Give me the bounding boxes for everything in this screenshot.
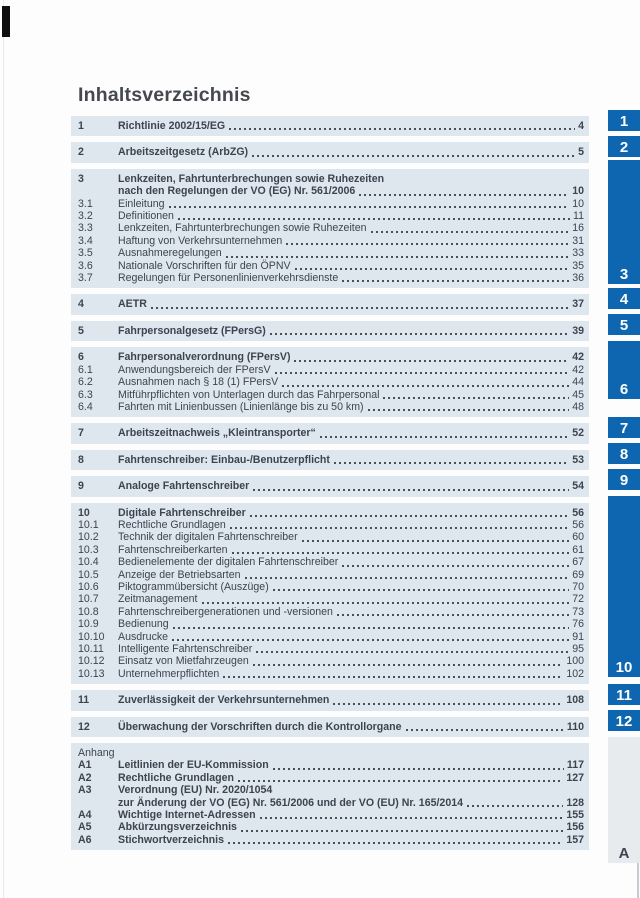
dot-leader: [320, 436, 569, 438]
entry-title: Regelungen für Personenlinienverkehrsdienste: [118, 272, 339, 285]
register-tab-3: 3: [608, 160, 640, 284]
dot-leader: [275, 372, 570, 374]
entry-page: 54: [572, 480, 584, 493]
entry-number: 6: [78, 351, 84, 364]
scan-edge-left: [3, 0, 4, 898]
entry-title: Stichwortverzeichnis: [118, 833, 224, 846]
entry-page: 36: [572, 272, 584, 285]
entry-number: 9: [78, 480, 84, 493]
dot-leader: [250, 515, 569, 517]
entry-page: 117: [566, 759, 584, 772]
entry-number: A6: [78, 833, 92, 846]
dot-leader: [368, 409, 570, 411]
entry-number: 3.7: [78, 272, 93, 285]
entry-title: Fahrtenschreiberkarten: [118, 543, 228, 556]
entry-title: Rechtliche Grundlagen: [118, 771, 234, 784]
entry-page: 45: [572, 388, 584, 401]
dot-leader: [252, 155, 575, 157]
entry-title: Definitionen: [118, 210, 174, 223]
entry-title: Leitlinien der EU-Kommission: [118, 759, 269, 772]
dot-leader: [229, 128, 575, 130]
entry-page: 11: [573, 210, 584, 223]
toc-entry-line: [71, 260, 589, 272]
entry-page: 108: [566, 694, 584, 707]
toc-heading-line: [71, 747, 589, 759]
entry-number: 6.3: [78, 388, 93, 401]
entry-number: 10.1: [78, 518, 99, 531]
toc-entry-line: [71, 655, 589, 667]
dot-leader: [334, 462, 569, 464]
dot-leader: [151, 307, 569, 309]
entry-number: 6.1: [78, 363, 93, 376]
page-title: Inhaltsverzeichnis: [78, 84, 251, 106]
entry-number: 3: [78, 172, 84, 185]
entry-number: 8: [78, 453, 84, 466]
toc-entry-line: [71, 581, 589, 593]
entry-page: 61: [572, 543, 584, 556]
register-tab-6: 6: [608, 341, 640, 399]
entry-page: 16: [572, 222, 584, 235]
dot-leader: [238, 780, 563, 782]
dot-leader: [337, 614, 569, 616]
toc-entry-line: [71, 631, 589, 643]
toc-group: [71, 743, 589, 850]
entry-page: 156: [566, 821, 584, 834]
entry-number: 11: [78, 694, 90, 707]
toc-entry-line: [71, 298, 589, 310]
toc-entry-line: [71, 480, 589, 492]
entry-page: 37: [572, 298, 584, 311]
entry-number: 12: [78, 720, 90, 733]
entry-number: 10.3: [78, 543, 99, 556]
entry-title: Zuverlässigkeit der Verkehrsunternehmen: [118, 694, 330, 707]
toc-list: [71, 116, 589, 850]
dot-leader: [232, 552, 570, 554]
toc-entry-line: [71, 618, 589, 630]
entry-number: 6.4: [78, 400, 93, 413]
toc-entry-line: [71, 593, 589, 605]
entry-page: 72: [572, 593, 584, 606]
entry-title: Fahrpersonalgesetz (FPersG): [118, 324, 266, 337]
entry-title: Bedienelemente der digitalen Fahrtenschreiber: [118, 556, 339, 569]
toc-entry-line: [71, 821, 589, 833]
entry-title: Anwendungsbereich der FPersV: [118, 363, 271, 376]
dot-leader: [359, 194, 569, 196]
toc-entry-line: [71, 643, 589, 655]
entry-number: 5: [78, 324, 84, 337]
entry-number: 6.2: [78, 376, 93, 389]
entry-title: Anzeige der Betriebsarten: [118, 568, 241, 581]
entry-title: Intelligente Fahrtenschreiber: [118, 643, 253, 655]
toc-entry-line: [71, 668, 589, 680]
toc-entry-line: [71, 427, 589, 439]
dot-leader: [169, 206, 570, 208]
entry-page: 128: [566, 796, 584, 809]
entry-title: Lenkzeiten, Fahrtunterbrechungen sowie Ruhezeiten: [118, 222, 367, 235]
entry-title: Lenkzeiten, Fahrtunterbrechungen sowie Ruhezeiten: [118, 172, 385, 185]
entry-number: A1: [78, 759, 92, 772]
entry-title: Ausnahmeregelungen: [118, 247, 222, 260]
entry-number: 10.8: [78, 605, 99, 618]
dot-leader: [260, 817, 564, 819]
entry-title: Mitführpflichten von Unterlagen durch das Fahrpersonal: [118, 388, 380, 401]
entry-title: Verordnung (EU) Nr. 2020/1054: [118, 784, 273, 797]
entry-title: Digitale Fahrtenschreiber: [118, 506, 246, 519]
toc-group: [71, 116, 589, 136]
entry-title: Einsatz von Mietfahrzeugen: [118, 655, 249, 668]
toc-group: [71, 690, 589, 710]
toc-entry-line: [71, 759, 589, 771]
entry-number: 10.2: [78, 531, 99, 544]
entry-page: 73: [572, 605, 584, 618]
entry-number: 10: [78, 506, 90, 519]
toc-entry-line: [71, 272, 589, 284]
register-tab-11: 11: [608, 684, 640, 705]
register-tab-12: 12: [608, 710, 640, 731]
entry-number: 2: [78, 146, 84, 159]
register-tab-9: 9: [608, 469, 640, 490]
entry-number: 10.9: [78, 618, 99, 631]
toc-entry-line: [71, 454, 589, 466]
toc-entry-line: [71, 222, 589, 234]
entry-page: 48: [572, 400, 584, 413]
entry-title: Einleitung: [118, 197, 165, 210]
toc-group: [71, 450, 589, 470]
dot-leader: [253, 489, 569, 491]
entry-title: Ausnahmen nach § 18 (1) FPersV: [118, 376, 279, 389]
entry-title: Nationale Vorschriften für den ÖPNV: [118, 259, 291, 272]
entry-page: 110: [566, 720, 584, 733]
toc-entry-line: [71, 351, 589, 363]
entry-title: Arbeitszeitgesetz (ArbZG): [118, 146, 249, 159]
entry-title: Fahrten mit Linienbussen (Linienlänge bis zu 50 km): [118, 400, 364, 413]
toc-entry-line: [71, 556, 589, 568]
toc-entry-line: [71, 185, 589, 197]
entry-title: Arbeitszeitnachweis „Kleintransporter“: [118, 427, 316, 440]
scan-edge-mark: [2, 6, 10, 37]
toc-entry-line: [71, 531, 589, 543]
toc-entry-line: [71, 544, 589, 556]
toc-group: [71, 476, 589, 496]
register-tab-8: 8: [608, 443, 640, 464]
entry-title: AETR: [118, 298, 147, 311]
toc-group: [71, 717, 589, 737]
register-tab-2: 2: [608, 136, 640, 157]
dot-leader: [273, 589, 569, 591]
entry-title: Bedienung: [118, 618, 169, 631]
register-tab-1: 1: [608, 110, 640, 131]
entry-page: 70: [572, 580, 584, 593]
entry-page: 69: [572, 568, 584, 581]
toc-entry-line: [71, 173, 589, 185]
register-tab-4: 4: [608, 288, 640, 309]
entry-page: 95: [572, 643, 584, 655]
dot-leader: [202, 602, 570, 604]
entry-title: Zeitmanagement: [118, 593, 198, 606]
toc-entry-line: [71, 694, 589, 706]
toc-entry-line: [71, 772, 589, 784]
entry-page: 52: [572, 427, 584, 440]
toc-entry-line: [71, 120, 589, 132]
toc-entry-line: [71, 569, 589, 581]
entry-page: 42: [572, 363, 584, 376]
entry-title: Wichtige Internet-Adressen: [118, 809, 256, 822]
toc-entry-line: [71, 146, 589, 158]
toc-entry-line: [71, 401, 589, 413]
toc-group: [71, 503, 589, 685]
entry-number: 3.4: [78, 234, 93, 247]
dot-leader: [228, 842, 563, 844]
entry-number: A2: [78, 771, 92, 784]
entry-page: 31: [572, 234, 584, 247]
entry-page: 56: [572, 518, 584, 531]
entry-title: Überwachung der Vorschriften durch die Kontrollorgane: [118, 720, 402, 733]
toc-entry-line: [71, 325, 589, 337]
entry-number: 1: [78, 120, 84, 132]
entry-number: 10.4: [78, 556, 99, 569]
toc-entry-line: [71, 376, 589, 388]
entry-page: 10: [572, 197, 584, 210]
entry-number: A5: [78, 821, 92, 834]
toc-group: [71, 142, 589, 162]
dot-leader: [333, 703, 563, 705]
dot-leader: [256, 651, 569, 653]
dot-leader: [342, 280, 569, 282]
entry-page: 100: [566, 655, 584, 668]
entry-number: 3.1: [78, 197, 93, 210]
entry-number: 3.6: [78, 259, 93, 272]
toc-group: [71, 423, 589, 443]
entry-page: 53: [572, 453, 584, 466]
entry-number: 10.7: [78, 593, 99, 606]
entry-number: 3.3: [78, 222, 93, 235]
dot-leader: [173, 627, 570, 629]
toc-entry-line: [71, 519, 589, 531]
entry-page: 127: [566, 771, 584, 784]
entry-title: zur Änderung der VO (EG) Nr. 561/2006 und der VO (EU) Nr. 165/2014: [118, 796, 463, 809]
dot-leader: [406, 729, 564, 731]
toc-entry-line: [71, 198, 589, 210]
dot-leader: [178, 218, 570, 220]
entry-page: 33: [572, 247, 584, 260]
entry-page: 4: [578, 120, 584, 132]
register-tab-10: 10: [608, 496, 640, 677]
entry-number: 10.6: [78, 580, 99, 593]
entry-number: 10.11: [78, 643, 104, 655]
toc-entry-line: [71, 797, 589, 809]
dot-leader: [295, 268, 570, 270]
toc-entry-line: [71, 809, 589, 821]
entry-number: 10.5: [78, 568, 99, 581]
entry-page: 35: [572, 259, 584, 272]
dot-leader: [253, 664, 564, 666]
entry-page: 67: [572, 556, 584, 569]
entry-number: 3.5: [78, 247, 93, 260]
register-tab-7: 7: [608, 417, 640, 438]
entry-title: Fahrtenschreibergenerationen und -versionen: [118, 605, 333, 618]
dot-leader: [371, 231, 570, 233]
dot-leader: [282, 385, 569, 387]
entry-page: 44: [572, 376, 584, 389]
entry-title: Abkürzungsverzeichnis: [118, 821, 237, 834]
toc-group: [71, 321, 589, 341]
toc-entry-line: [71, 606, 589, 618]
entry-page: 155: [566, 809, 584, 822]
anhang-heading: Anhang: [78, 747, 115, 760]
entry-page: 42: [572, 351, 584, 364]
entry-title: Rechtliche Grundlagen: [118, 518, 226, 531]
toc-entry-line: [71, 507, 589, 519]
entry-title: Technik der digitalen Fahrtenschreiber: [118, 531, 298, 544]
dot-leader: [273, 768, 564, 770]
dot-leader: [230, 527, 569, 529]
dot-leader: [172, 639, 569, 641]
toc-page: [71, 84, 589, 856]
entry-title: Unternehmerpflichten: [118, 667, 220, 680]
toc-entry-line: [71, 784, 589, 796]
entry-page: 76: [572, 618, 584, 631]
dot-leader: [302, 540, 570, 542]
dot-leader: [270, 333, 569, 335]
entry-number: 7: [78, 427, 84, 440]
dot-leader: [226, 256, 570, 258]
entry-title: Analoge Fahrtenschreiber: [118, 480, 250, 493]
toc-entry-line: [71, 834, 589, 846]
dot-leader: [383, 397, 569, 399]
entry-page: 91: [572, 630, 584, 643]
dot-leader: [467, 805, 563, 807]
dot-leader: [223, 676, 563, 678]
dot-leader: [245, 577, 570, 579]
entry-number: 4: [78, 298, 84, 311]
toc-entry-line: [71, 721, 589, 733]
entry-title: Richtlinie 2002/15/EG: [118, 120, 226, 132]
entry-title: nach den Regelungen der VO (EG) Nr. 561/2006: [118, 185, 356, 198]
entry-number: 10.10: [78, 630, 105, 643]
entry-page: 39: [572, 324, 584, 337]
entry-page: 157: [566, 833, 584, 846]
register-tab-5: 5: [608, 314, 640, 335]
toc-group: [71, 347, 589, 417]
toc-entry-line: [71, 210, 589, 222]
entry-number: 10.13: [78, 667, 105, 680]
entry-page: 60: [572, 531, 584, 544]
toc-entry-line: [71, 235, 589, 247]
entry-title: Fahrpersonalverordnung (FPersV): [118, 351, 291, 364]
entry-title: Haftung von Verkehrsunternehmen: [118, 234, 283, 247]
entry-number: A3: [78, 784, 92, 797]
entry-number: 10.12: [78, 655, 105, 668]
toc-group: [71, 294, 589, 314]
entry-title: Piktogrammübersicht (Auszüge): [118, 580, 269, 593]
dot-leader: [286, 243, 569, 245]
toc-entry-line: [71, 364, 589, 376]
entry-title: Fahrtenschreiber: Einbau-/Benutzerpflicht: [118, 453, 330, 466]
toc-entry-line: [71, 247, 589, 259]
dot-leader: [294, 360, 569, 362]
entry-number: A4: [78, 809, 92, 822]
entry-page: 10: [572, 185, 584, 198]
dot-leader: [241, 830, 563, 832]
dot-leader: [342, 565, 569, 567]
entry-page: 5: [578, 146, 584, 159]
entry-number: 3.2: [78, 210, 93, 223]
toc-entry-line: [71, 389, 589, 401]
entry-title: Ausdrucke: [118, 630, 169, 643]
entry-page: 102: [566, 667, 584, 680]
register-tab-A: A: [608, 737, 640, 863]
entry-page: 56: [572, 506, 584, 519]
toc-group: [71, 169, 589, 289]
